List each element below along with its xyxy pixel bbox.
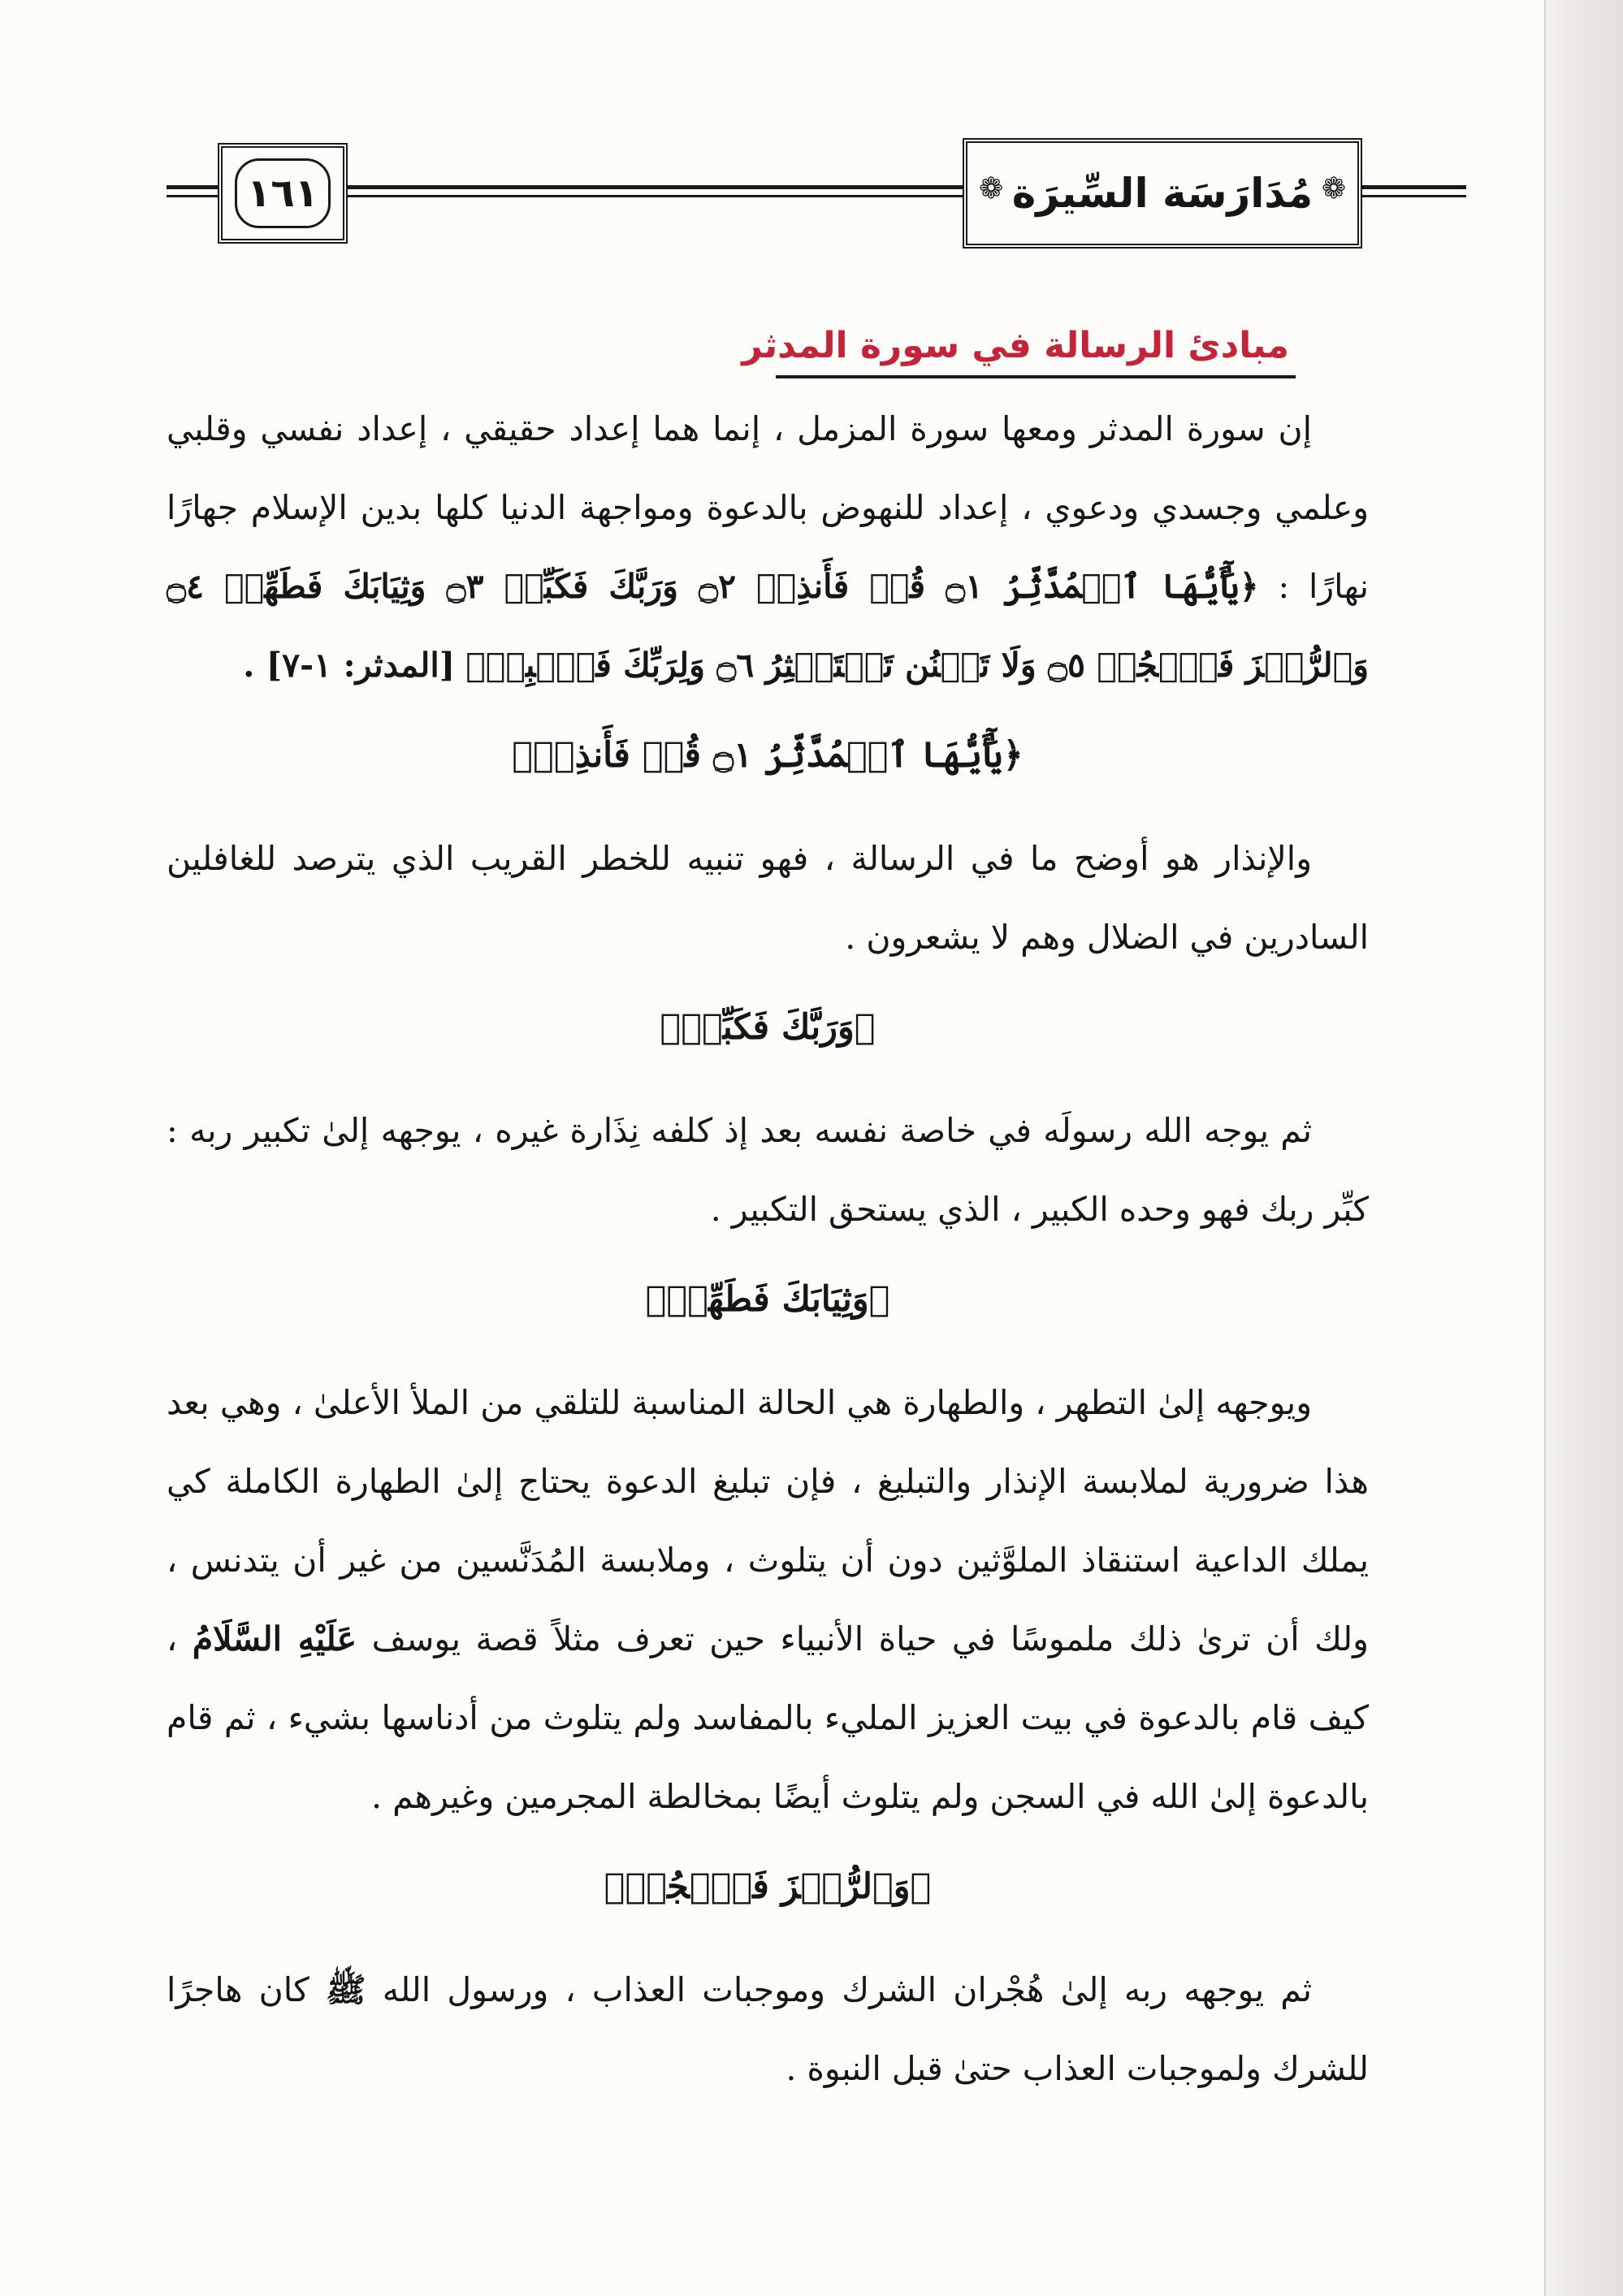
- paragraph-5-text-a: ثم يوجهه ربه إلىٰ هُجْران الشرك وموجبات العذاب ، ورسول الله: [382, 1970, 1313, 2009]
- running-title: مُدَارَسَة السِّيرَة: [1011, 170, 1314, 217]
- paragraph-4-text-b: ، كيف قام بالدعوة في بيت العزيز المليء بالمفاسد ولم يتلوث من أدناسها بشيء ، ثم قام بالدعوة إلىٰ الله في السجن ولم يتلوث أيضًا بمخالطة المجرمين وغيرهم .: [167, 1619, 1369, 1816]
- paragraph-2: والإنذار هو أوضح ما في الرسالة ، فهو تنبيه للخطر القريب الذي يترصد للغافلين السادرين في الضلال وهم لا يشعرون .: [167, 839, 1369, 957]
- running-title-frame: [963, 138, 1362, 249]
- verse-heading-1: ﴿يَٰٓأَيُّهَا ٱلۡمُدَّثِّرُ ۝١ قُمۡ فَأَنذِرۡ﴾: [512, 735, 1024, 776]
- paragraph-1-text: إن سورة المدثر ومعها سورة المزمل ، إنما هما إعداد حقيقي ، إعداد نفسي وقلبي وعلمي وجسدي ودعوي ، إعداد للنهوض بالدعوة ومواجهة الدنيا كلها بدين الإسلام جهارًا نهارًا :: [167, 409, 1369, 606]
- ornament-left-icon: ❁: [979, 172, 1004, 205]
- verse-heading-3: ﴿وَثِيَابَكَ فَطَهِّرۡ﴾: [645, 1279, 890, 1320]
- body-text: [167, 390, 1369, 2108]
- paragraph-1: [167, 390, 1369, 705]
- paragraph-4: [167, 1364, 1369, 1836]
- ornament-right-icon: ❁: [1321, 172, 1346, 205]
- page-number-frame: [218, 143, 348, 244]
- paragraph-5-text-b: كان هاجرًا للشرك ولموجبات العذاب حتىٰ قبل النبوة .: [167, 1970, 1369, 2088]
- page-number: ١٦١: [235, 158, 331, 228]
- scan-page-edge: [1544, 0, 1623, 2296]
- verse-heading-4: ﴿وَٱلرُّجۡزَ فَٱهۡجُرۡ﴾: [604, 1866, 932, 1907]
- honorific-alayhi-salam: عَلَيْهِ السَّلَامُ: [192, 1619, 357, 1658]
- quran-reference: [المدثر: ١-٧] .: [243, 646, 456, 685]
- section-title: مبادئ الرسالة في سورة المدثر: [742, 325, 1289, 366]
- paragraph-4-text-a: ويوجهه إلىٰ التطهر ، والطهارة هي الحالة المناسبة للتلقي من الملأ الأعلىٰ ، وهي بعد هذا ضرورية لملابسة الإنذار والتبليغ ، فإن تبليغ الدعوة يحتاج إلىٰ الطهارة الكاملة كي يملك الداعية استنقاذ الملوَّثين دون أن يتلوث ، وملابسة المُدَنَّسين من غير أن يتدنس ، ولك أن ترىٰ ذلك ملموسًا في حياة الأنبياء حين تعرف مثلاً قصة يوسف: [167, 1383, 1369, 1658]
- section-title-underline: [776, 375, 1296, 378]
- honorific-salla-allah: ﷺ: [326, 1970, 366, 2009]
- paragraph-5: [167, 1951, 1369, 2108]
- verse-heading-2: ﴿وَرَبَّكَ فَكَبِّرۡ﴾: [660, 1007, 876, 1048]
- paragraph-3: ثم يوجه الله رسولَه في خاصة نفسه بعد إذ كلفه نِذَارة غيره ، يوجهه إلىٰ تكبير ربه : كبِّر ربك فهو وحده الكبير ، الذي يستحق التكبير .: [167, 1111, 1369, 1229]
- quran-quote: ﴿يَٰٓأَيُّهَا ٱلۡمُدَّثِّرُ ۝١ قُمۡ فَأَنذِرۡ ۝٢ وَرَبَّكَ فَكَبِّرۡ ۝٣ وَثِيَابَكَ فَطَهِّرۡ ۝٤ وَٱلرُّجۡزَ فَٱهۡجُرۡ ۝٥ وَلَا تَمۡنُن تَسۡتَكۡثِرُ ۝٦ وَلِرَبِّكَ فَٱصۡبِرۡ﴾: [167, 567, 1369, 685]
